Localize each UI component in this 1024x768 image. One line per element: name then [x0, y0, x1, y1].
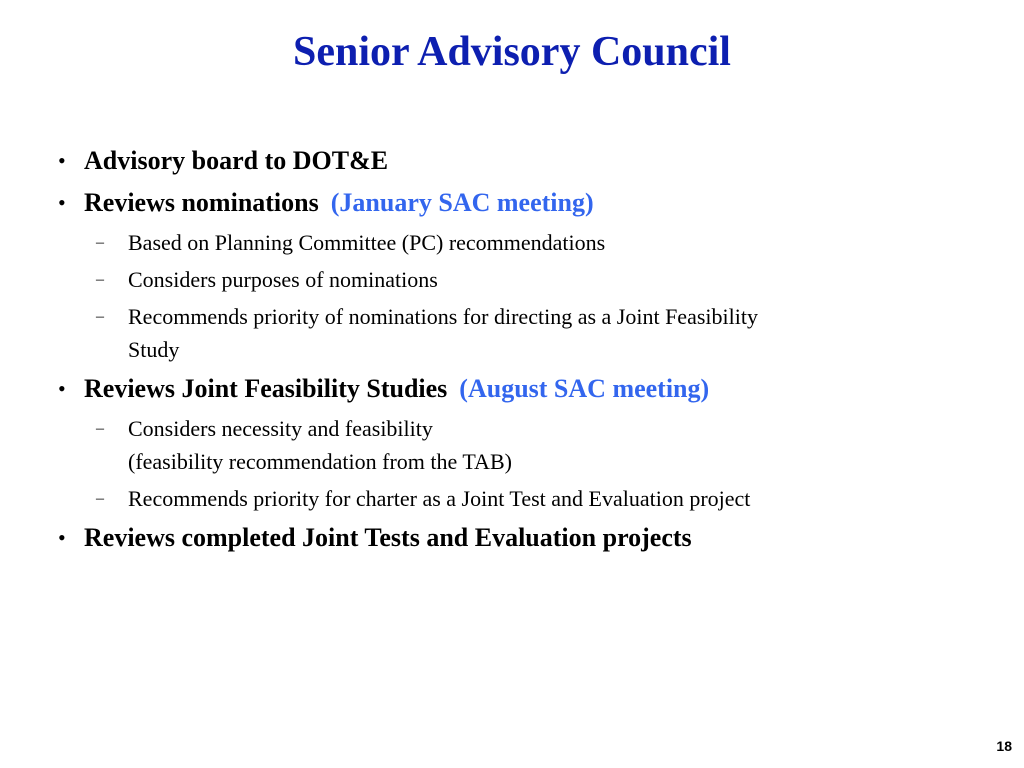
bullet-note: (January SAC meeting) — [330, 188, 594, 217]
sub-item-text-continued: Study — [128, 337, 180, 362]
bullet-item — [58, 374, 958, 404]
dash-marker: – — [96, 234, 104, 251]
dash-marker: – — [96, 308, 104, 325]
bullet-marker: • — [58, 148, 66, 173]
sub-item-text: Recommends priority for charter as a Joint Test and Evaluation project — [128, 486, 751, 511]
sub-item — [58, 412, 958, 478]
bullet-item — [58, 523, 958, 553]
sub-item — [58, 263, 958, 296]
bullet-group — [58, 374, 958, 515]
sub-item — [58, 482, 958, 515]
sub-item — [58, 226, 958, 259]
bullet-marker: • — [58, 525, 66, 550]
bullet-note: (August SAC meeting) — [459, 374, 710, 403]
dash-marker: – — [96, 271, 104, 288]
sub-item-text: Recommends priority of nominations for directing as a Joint Feasibility — [128, 304, 758, 329]
bullet-text: Reviews Joint Feasibility Studies — [84, 374, 448, 403]
sub-item-text: Considers purposes of nominations — [128, 267, 438, 292]
bullet-list — [58, 146, 958, 565]
slide-title: Senior Advisory Council — [293, 29, 731, 75]
sub-item-text-continued: (feasibility recommendation from the TAB) — [128, 449, 512, 474]
bullet-item — [58, 188, 958, 218]
bullet-text: Reviews nominations — [84, 188, 319, 217]
bullet-text: Reviews completed Joint Tests and Evaluation projects — [84, 523, 692, 552]
dash-marker: – — [96, 490, 104, 507]
bullet-text: Advisory board to DOT&E — [84, 146, 389, 175]
bullet-group — [58, 188, 958, 366]
bullet-item — [58, 146, 958, 176]
dash-marker: – — [96, 420, 104, 437]
sub-item — [58, 300, 958, 366]
bullet-marker: • — [58, 376, 66, 401]
bullet-marker: • — [58, 190, 66, 215]
sub-item-text: Considers necessity and feasibility — [128, 416, 433, 441]
page-number: 18 — [996, 738, 1012, 754]
sub-item-text: Based on Planning Committee (PC) recommendations — [128, 230, 606, 255]
